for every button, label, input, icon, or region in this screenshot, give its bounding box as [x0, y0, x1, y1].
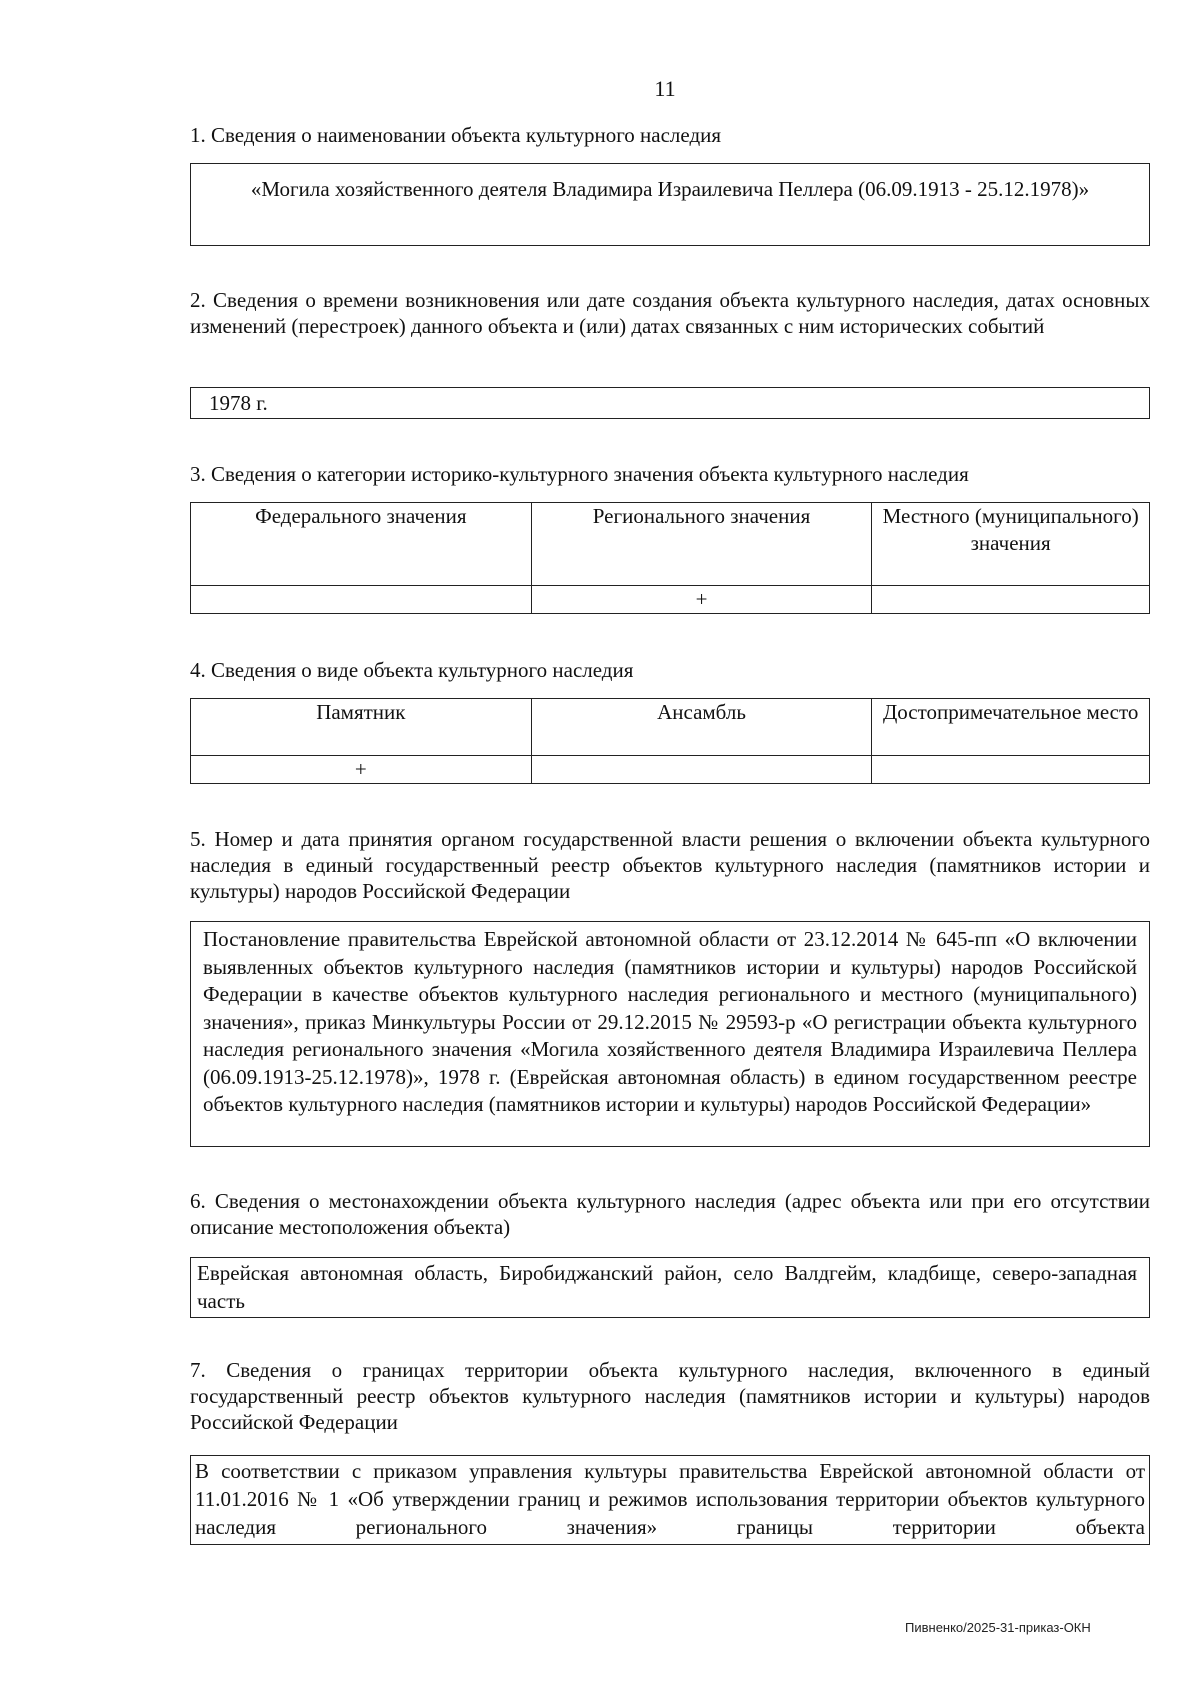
category-mark-row — [191, 586, 1150, 614]
category-mark-regional: + — [531, 586, 872, 614]
type-mark-monument: + — [191, 756, 532, 784]
type-table — [190, 698, 1150, 784]
section1-name-value: «Могила хозяйственного деятеля Владимира Израилевича Пеллера (06.09.1913 - 25.12.1978)» — [250, 177, 1090, 201]
category-table — [190, 502, 1150, 614]
type-col-landmark: Достопримечательное место — [872, 699, 1150, 756]
type-header-row — [191, 699, 1150, 756]
section6-location-value: Еврейская автономная область, Биробиджанский район, село Валдгейм, кладбище, северо-западная часть — [197, 1261, 1137, 1313]
type-mark-landmark — [872, 756, 1150, 784]
category-mark-federal — [191, 586, 532, 614]
section7-heading: 7. Сведения о границах территории объекта культурного наследия, включенного в единый государственный реестр объектов культурного наследия (памятников истории и культуры) народов Российской Федерации — [190, 1358, 1150, 1434]
section1-heading: 1. Сведения о наименовании объекта культурного наследия — [190, 123, 722, 147]
category-mark-local — [872, 586, 1150, 614]
type-col-ensemble: Ансамбль — [531, 699, 872, 756]
section5-decision-box — [190, 921, 1150, 1147]
section2-heading: 2. Сведения о времени возникновения или дате создания объекта культурного наследия, датах основных изменений (перестроек) данного объекта и (или) датах связанных с ним исторических событий — [190, 288, 1150, 338]
category-col-regional: Регионального значения — [531, 503, 872, 586]
category-col-local: Местного (муниципального) значения — [872, 503, 1150, 586]
document-footer-code: Пивненко/2025-31-приказ-ОКН — [905, 1620, 1091, 1635]
section7-boundaries-box — [190, 1455, 1150, 1545]
page-number: 11 — [654, 76, 676, 101]
category-col-federal: Федерального значения — [191, 503, 532, 586]
type-col-monument: Памятник — [191, 699, 532, 756]
section6-location-box — [190, 1257, 1150, 1318]
type-mark-ensemble — [531, 756, 872, 784]
section2-date-box — [190, 387, 1150, 419]
section7-boundaries-value: В соответствии с приказом управления культуры правительства Еврейской автономной области от 11.01.2016 № 1 «Об утверждении границ и режимов использования территории объектов культурного наследия регионального значения» границы территории объекта — [195, 1459, 1145, 1539]
section6-heading: 6. Сведения о местонахождении объекта культурного наследия (адрес объекта или при его отсутствии описание местоположения объекта) — [190, 1189, 1150, 1239]
section5-decision-value: Постановление правительства Еврейской автономной области от 23.12.2014 № 645-пп «О включении выявленных объектов культурного наследия (памятников истории и культуры) народов Российской Федерации в качестве объектов культурного наследия регионального и местного (муниципального) значения», приказ Минкультуры России от 29.12.2015 № 29593-р «О регистрации объекта культурного наследия регионального значения «Могила хозяйственного деятеля Владимира Израилевича Пеллера (06.09.1913-25.12.1978)», 1978 г. (Еврейская автономная область) в едином государственном реестре объектов культурного наследия (памятников истории и культуры) народов Российской Федерации» — [203, 927, 1137, 1116]
section2-date-value: 1978 г. — [209, 391, 268, 415]
section1-name-box — [190, 163, 1150, 246]
section3-heading: 3. Сведения о категории историко-культурного значения объекта культурного наследия — [190, 462, 969, 486]
category-header-row — [191, 503, 1150, 586]
section4-heading: 4. Сведения о виде объекта культурного наследия — [190, 658, 634, 682]
type-mark-row — [191, 756, 1150, 784]
section5-heading: 5. Номер и дата принятия органом государственной власти решения о включении объекта культурного наследия в единый государственный реестр объектов культурного наследия (памятников истории и культуры) народов Российской Федерации — [190, 827, 1150, 903]
